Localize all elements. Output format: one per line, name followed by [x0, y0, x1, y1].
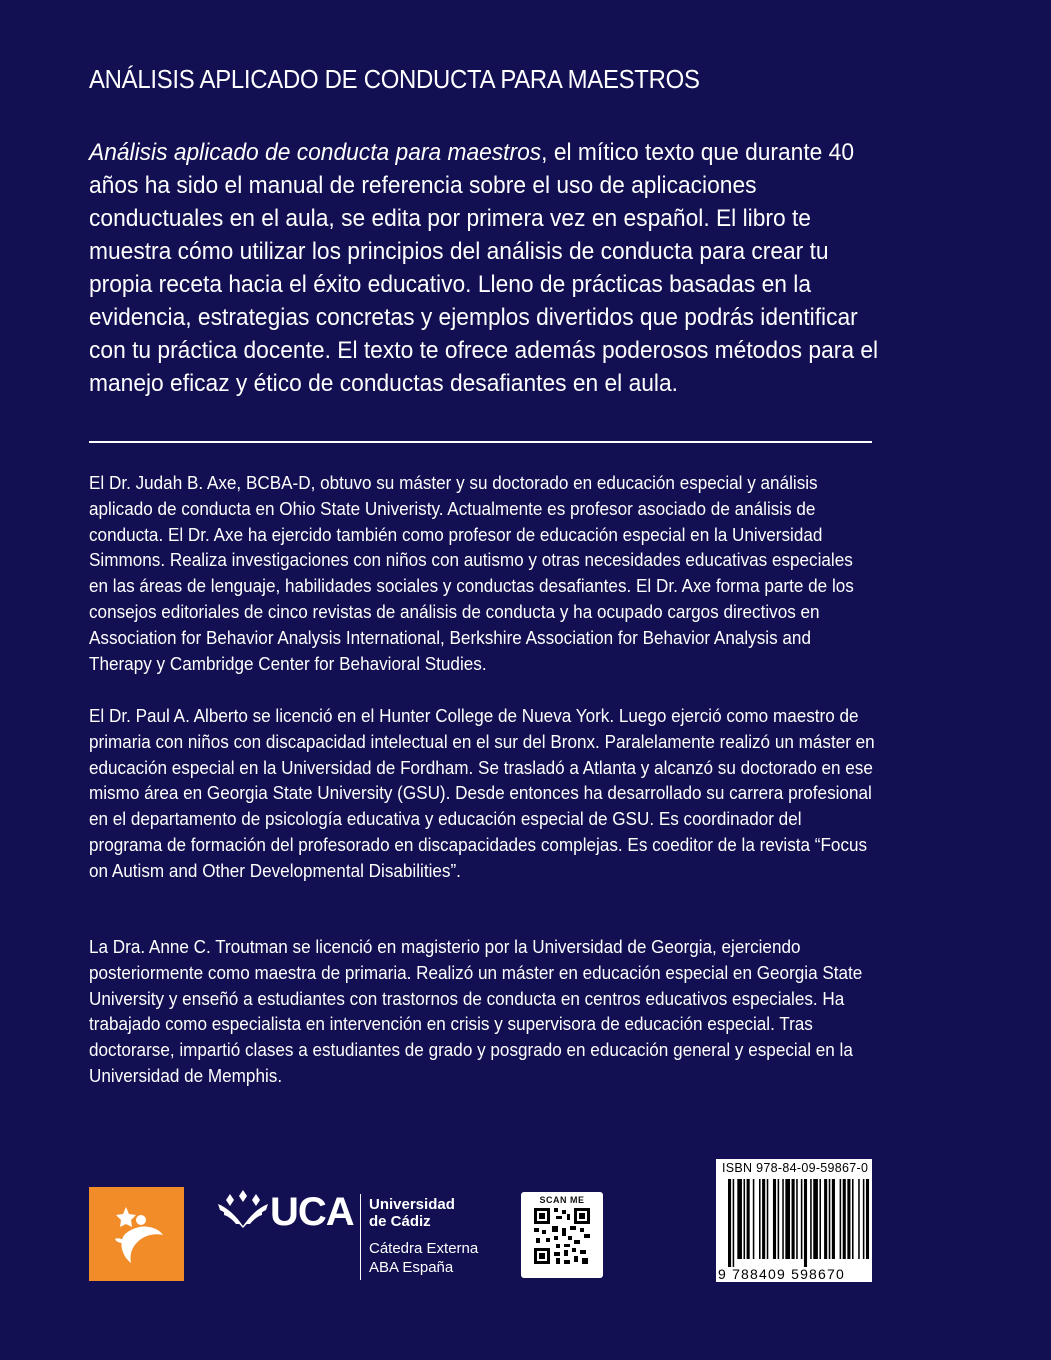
qr-label: SCAN ME	[539, 1195, 585, 1205]
barcode-bar	[829, 1179, 831, 1259]
back-cover-title: ANÁLISIS APLICADO DE CONDUCTA PARA MAESTROS	[89, 64, 700, 94]
uca-acronym: UCA	[270, 1190, 354, 1234]
uca-emblem-icon	[216, 1186, 270, 1228]
barcode-bar	[785, 1179, 790, 1259]
barcode-bar	[744, 1179, 746, 1259]
barcode-bar	[819, 1179, 821, 1259]
uca-name-line2: de Cádiz	[369, 1213, 431, 1230]
barcode-icon	[716, 1159, 872, 1282]
author-bio-axe: El Dr. Judah B. Axe, BCBA-D, obtuvo su máster y su doctorado en educación especial y análisis aplicado de conducta en Ohio State Univeristy. Actualmente es profesor asociado de análisis de conducta. El Dr. Axe ha ejercido también como profesor de educación especial en la Universidad Simmons. Realiza investigaciones con niños con autismo y otras necesidades educativas especiales en las áreas de lenguaje, habilidades sociales y conductas desafiantes. El Dr. Axe forma parte de los consejos editoriales de cinco revistas de análisis de conducta y ha ocupado cargos directivos en Association for Behavior Analysis International, Berkshire Association for Behavior Analysis and Therapy y Cambridge Center for Behavioral Studies.	[89, 472, 854, 674]
barcode-bar	[801, 1179, 803, 1259]
chair-name	[369, 1239, 478, 1277]
barcode-bar	[782, 1179, 784, 1259]
chair-line1: Cátedra Externa	[369, 1240, 479, 1257]
barcode-bar	[753, 1179, 755, 1259]
section-divider	[89, 441, 872, 443]
book-description	[89, 136, 880, 400]
aba-espana-logo	[89, 1187, 184, 1281]
barcode-bar	[858, 1179, 860, 1259]
barcode-bar	[733, 1179, 735, 1267]
barcode-bar	[773, 1179, 776, 1259]
barcode-bar	[832, 1179, 835, 1259]
book-title-italic: Análisis aplicado de conducta para maestros	[89, 139, 542, 166]
barcode-bar	[804, 1179, 807, 1267]
barcode-bar	[847, 1179, 850, 1259]
uca-separator	[360, 1194, 361, 1280]
isbn-label: ISBN 978-84-09-59867-0	[722, 1161, 869, 1175]
barcode-bar	[778, 1179, 780, 1259]
barcode-bar	[762, 1179, 765, 1259]
chair-line2: ABA España	[369, 1259, 454, 1276]
isbn-barcode	[716, 1159, 872, 1282]
barcode-bar	[747, 1179, 750, 1259]
barcode-bar	[813, 1179, 818, 1259]
qr-code[interactable]	[521, 1192, 603, 1278]
barcode-bar	[737, 1179, 742, 1259]
barcode-bar	[759, 1179, 761, 1259]
barcode-bar	[866, 1179, 869, 1259]
barcode-bar	[796, 1179, 798, 1259]
uca-name-line1: Universidad	[369, 1196, 455, 1213]
barcode-bar	[840, 1179, 842, 1259]
barcode-bar	[810, 1179, 812, 1259]
barcode-bar	[863, 1179, 865, 1259]
aba-figure-icon	[89, 1187, 184, 1281]
barcode-bar	[792, 1179, 795, 1259]
uca-name	[369, 1196, 455, 1230]
barcode-bar	[824, 1179, 827, 1259]
book-description-text: , el mítico texto que durante 40 años ha sido el manual de referencia sobre el uso de aplicaciones conductuales en el aula, se edita por primera vez en español. El libro te muestra cómo utilizar los principios del análisis de conducta para crear tu propia receta hacia el éxito educativo. Lleno de prácticas basadas en la evidencia, estrategias concretas y ejemplos divertidos que podrás identificar con tu práctica docente. El texto te ofrece además poderosos métodos para el manejo eficaz y ético de conductas desafiantes en el aula.	[89, 139, 879, 397]
qr-code-icon	[534, 1208, 590, 1264]
author-bio-alberto: El Dr. Paul A. Alberto se licenció en el Hunter College de Nueva York. Luego ejerció como maestro de primaria con niños con discapacidad intelectual en el sur del Bronx. Paralelamente realizó un máster en educación especial en la Universidad de Fordham. Se trasladó a Atlanta y alcanzó su doctorado en ese mismo área en Georgia State University (GSU). Desde entonces ha desarrollado su carrera profesional en el departamento de psicología educativa y educación especial de GSU. Es coordinador del programa de formación del profesorado en discapacidades complejas. Es coeditor de la revista “Focus on Autism and Other Developmental Disabilities”.	[89, 705, 875, 881]
author-bio-troutman: La Dra. Anne C. Troutman se licenció en magisterio por la Universidad de Georgia, ejerciendo posteriormente como maestra de primaria. Realizó un máster en educación especial en Georgia State University y enseñó a estudiantes con trastornos de conducta en centros educativos especiales. Ha trabajado como especialista en intervención en crisis y supervisora de educación especial. Tras doctorarse, impartió clases a estudiantes de grado y posgrado en educación general y especial en la Universidad de Memphis.	[89, 936, 863, 1086]
barcode-digits: 9 788409 598670	[718, 1266, 845, 1282]
barcode-bar	[852, 1179, 854, 1259]
barcode-bar	[728, 1179, 731, 1267]
barcode-bar	[767, 1179, 769, 1259]
barcode-bar	[843, 1179, 846, 1259]
